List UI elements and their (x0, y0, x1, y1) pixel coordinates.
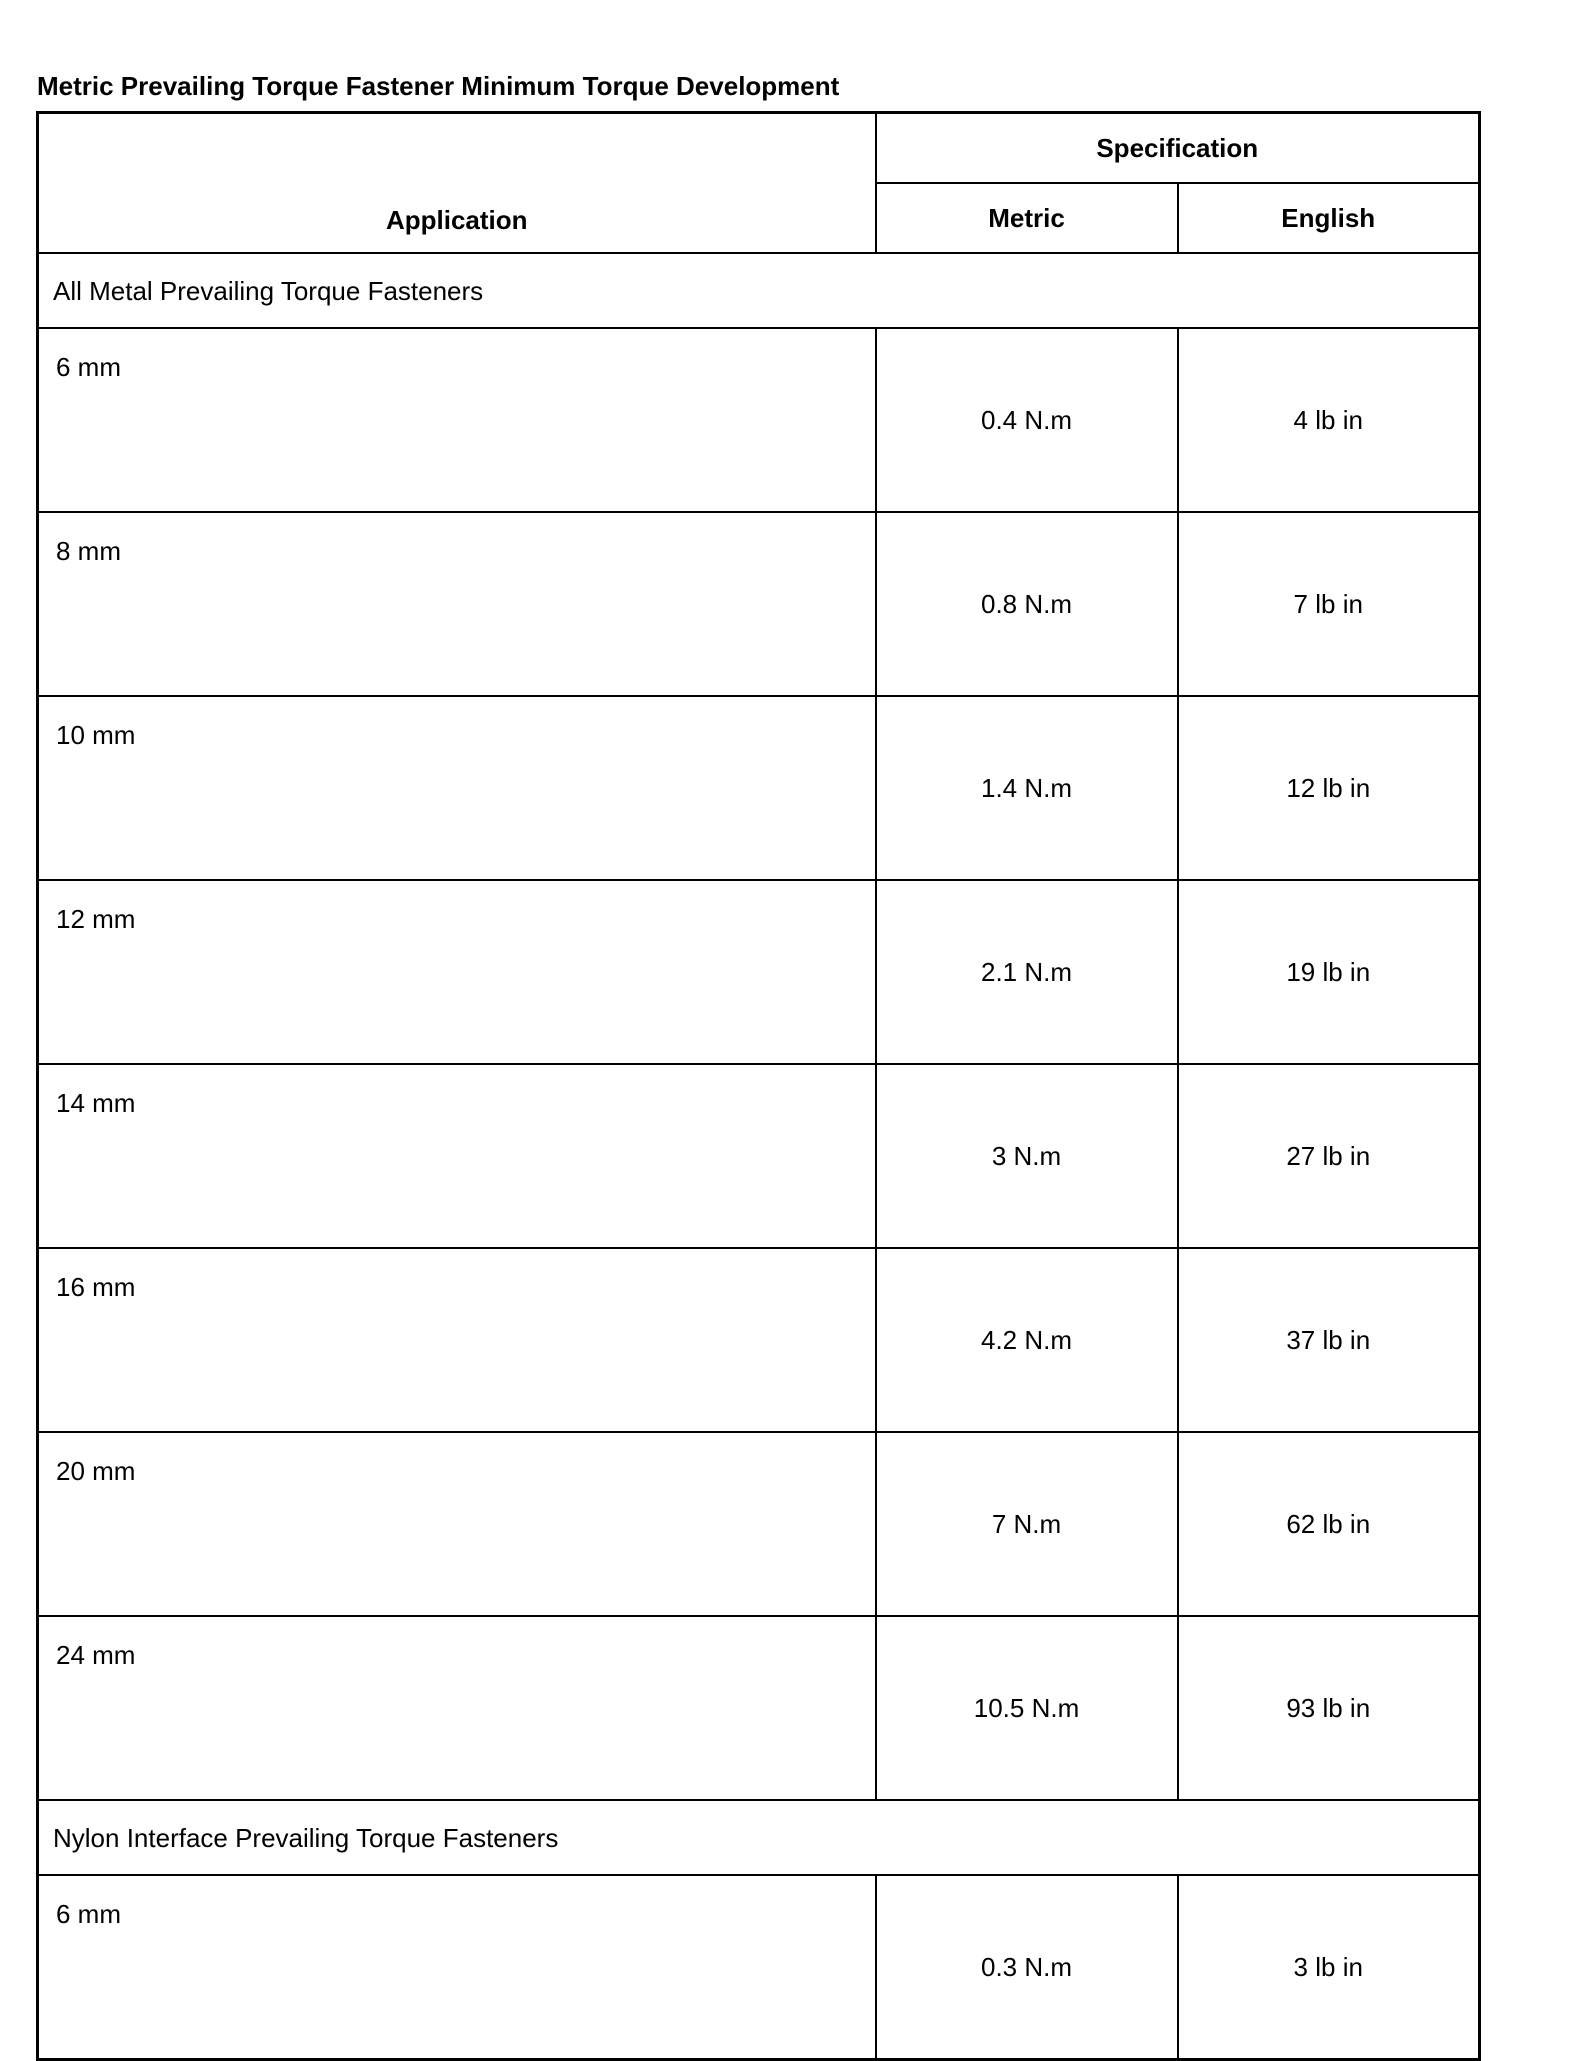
application-cell: 24 mm (38, 1616, 876, 1800)
english-cell: 93 lb in (1178, 1616, 1480, 1800)
table-row (38, 328, 1480, 512)
section-row-nylon-interface (38, 1800, 1480, 1875)
table-row (38, 1064, 1480, 1248)
english-cell: 7 lb in (1178, 512, 1480, 696)
metric-cell: 2.1 N.m (876, 880, 1178, 1064)
section-label: Nylon Interface Prevailing Torque Fasteners (38, 1800, 1480, 1875)
english-cell: 62 lb in (1178, 1432, 1480, 1616)
english-cell: 19 lb in (1178, 880, 1480, 1064)
english-cell: 4 lb in (1178, 328, 1480, 512)
english-cell: 27 lb in (1178, 1064, 1480, 1248)
metric-cell: 0.8 N.m (876, 512, 1178, 696)
application-cell: 16 mm (38, 1248, 876, 1432)
metric-cell: 7 N.m (876, 1432, 1178, 1616)
section-row-all-metal (38, 253, 1480, 328)
table-row (38, 1616, 1480, 1800)
metric-cell: 4.2 N.m (876, 1248, 1178, 1432)
header-metric: Metric (876, 183, 1178, 253)
application-cell: 14 mm (38, 1064, 876, 1248)
torque-spec-table (36, 111, 1481, 2061)
english-cell: 37 lb in (1178, 1248, 1480, 1432)
table-row (38, 880, 1480, 1064)
english-cell: 3 lb in (1178, 1875, 1480, 2060)
header-english: English (1178, 183, 1480, 253)
metric-cell: 1.4 N.m (876, 696, 1178, 880)
metric-cell: 0.4 N.m (876, 328, 1178, 512)
header-application: Application (38, 113, 876, 254)
metric-cell: 0.3 N.m (876, 1875, 1178, 2060)
application-cell: 12 mm (38, 880, 876, 1064)
application-cell: 8 mm (38, 512, 876, 696)
application-cell: 20 mm (38, 1432, 876, 1616)
table-row (38, 1248, 1480, 1432)
english-cell: 12 lb in (1178, 696, 1480, 880)
table-row (38, 696, 1480, 880)
application-cell: 6 mm (38, 1875, 876, 2060)
header-specification: Specification (876, 113, 1480, 184)
metric-cell: 3 N.m (876, 1064, 1178, 1248)
application-cell: 6 mm (38, 328, 876, 512)
metric-cell: 10.5 N.m (876, 1616, 1178, 1800)
table-title: Metric Prevailing Torque Fastener Minimum Torque Development (37, 71, 840, 101)
section-label: All Metal Prevailing Torque Fasteners (38, 253, 1480, 328)
application-cell: 10 mm (38, 696, 876, 880)
table-row (38, 1432, 1480, 1616)
table-row (38, 1875, 1480, 2060)
header-row-1 (38, 113, 1480, 184)
table-row (38, 512, 1480, 696)
